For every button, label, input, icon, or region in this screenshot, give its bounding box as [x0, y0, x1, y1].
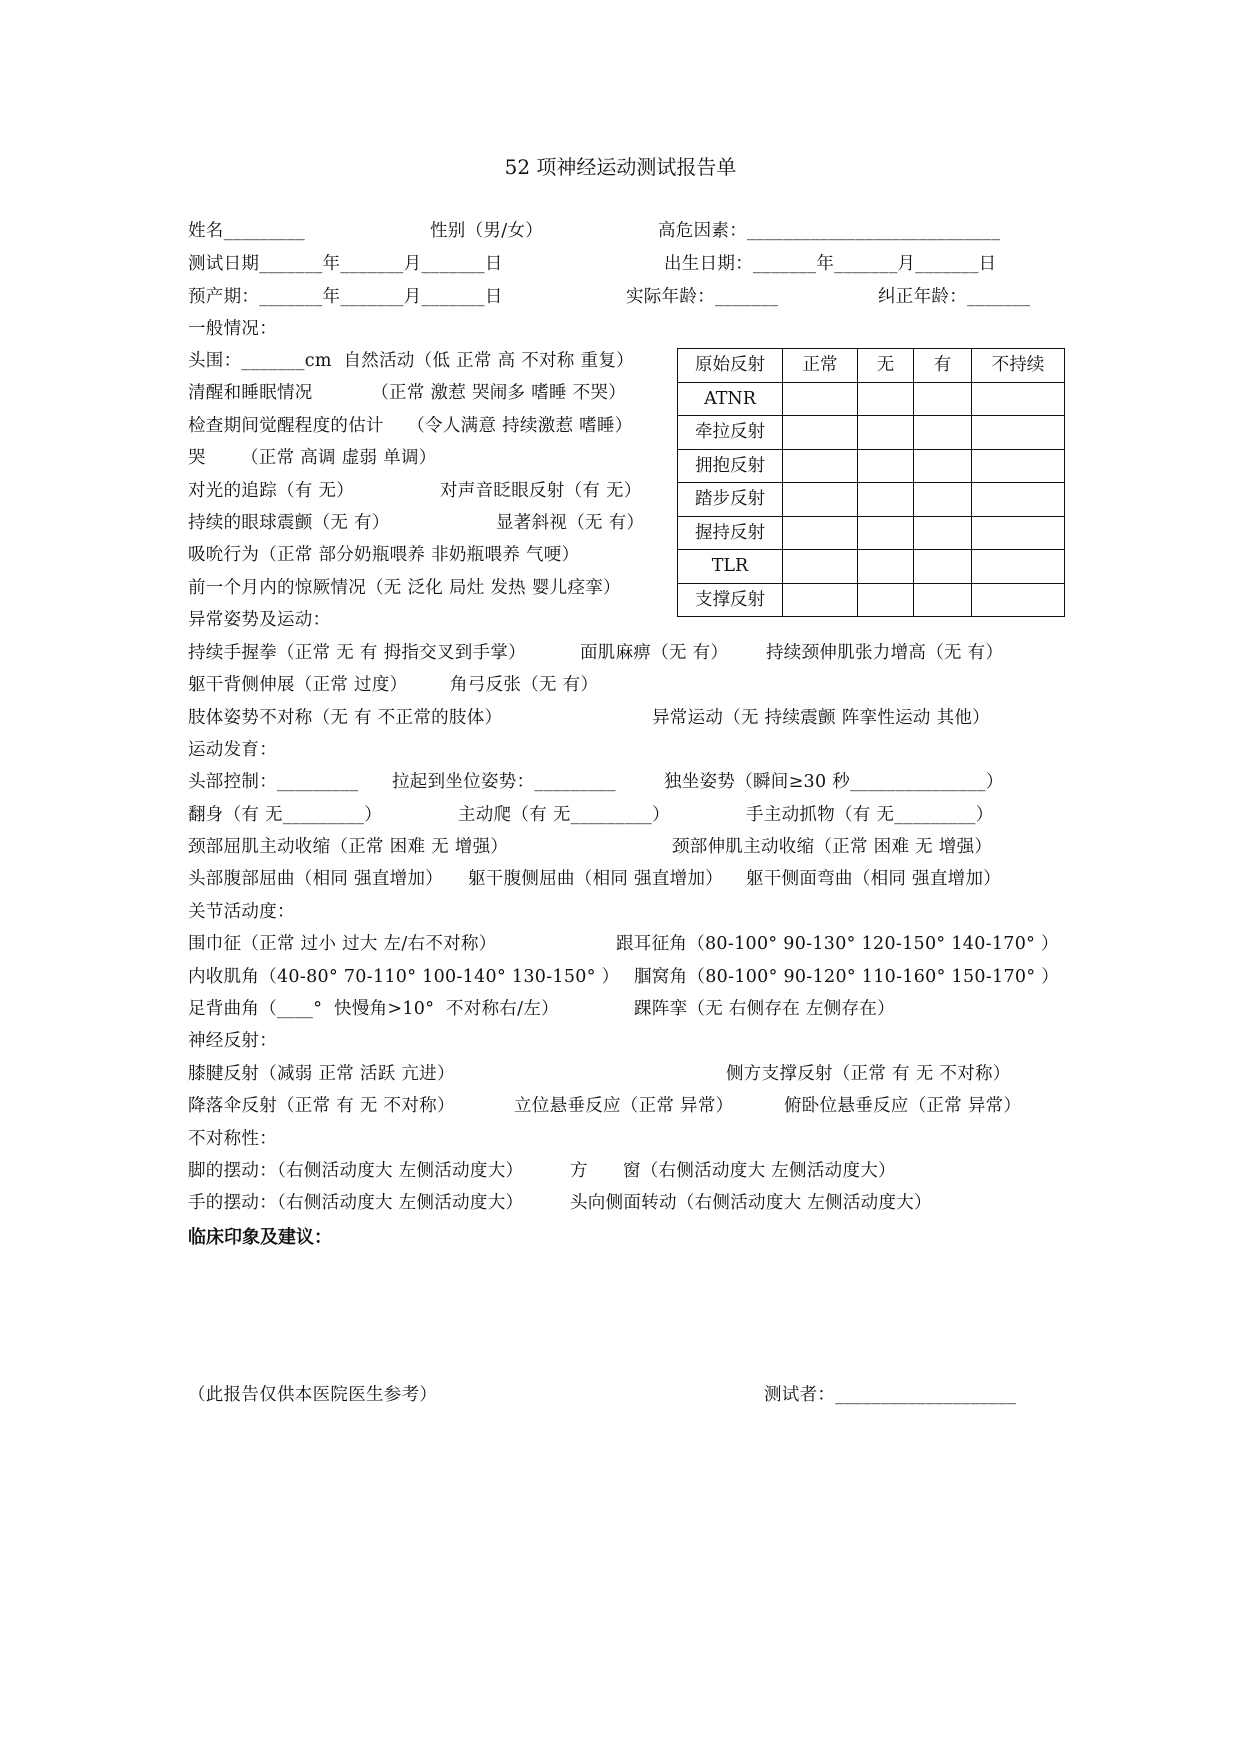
table-cell [972, 516, 1065, 550]
table-row [678, 416, 1065, 450]
table-header: 原始反射 [678, 349, 783, 383]
neck-extensor-tone: 持续颈伸肌张力增高（无 有） [766, 643, 1004, 663]
table-header: 无 [858, 349, 914, 383]
abnormal-movement: 异常运动（无 持续震颤 阵挛性运动 其他） [652, 708, 990, 728]
table-row [678, 583, 1065, 617]
table-cell [972, 550, 1065, 584]
square-window: 方 窗（右侧活动度大 左侧活动度大） [570, 1161, 896, 1181]
risk-factor-field: 高危因素：____________________________ [658, 221, 1001, 241]
table-cell [972, 449, 1065, 483]
visual-tracking: 对光的追踪（有 无） [188, 481, 355, 501]
head-abdomen-flexion: 头部腹部屈曲（相同 强直增加） [188, 869, 444, 889]
nystagmus: 持续的眼球震颤（无 有） [188, 513, 390, 533]
facial-palsy: 面肌麻痹（无 有） [580, 643, 729, 663]
birth-date-field: 出生日期：_______年_______月_______日 [664, 254, 997, 274]
persistent-fist: 持续手握拳（正常 无 有 拇指交叉到手掌） [188, 643, 526, 663]
table-cell [783, 449, 858, 483]
joint-range-heading: 关节活动度： [188, 902, 295, 922]
table-cell [858, 516, 914, 550]
table-cell [858, 416, 914, 450]
due-date-field: 预产期：_______年_______月_______日 [188, 287, 503, 307]
neuro-reflex-heading: 神经反射： [188, 1031, 277, 1051]
table-cell [914, 583, 972, 617]
table-row [678, 449, 1065, 483]
knee-jerk-reflex: 膝腱反射（减弱 正常 活跃 亢进） [188, 1064, 455, 1084]
table-cell [972, 382, 1065, 416]
table-cell [858, 583, 914, 617]
crawling: 主动爬（有 无_________） [458, 805, 670, 825]
tester-field: 测试者：____________________ [764, 1385, 1017, 1405]
corrected-age-field: 纠正年龄：_______ [878, 287, 1031, 307]
table-cell [858, 550, 914, 584]
table-cell [972, 416, 1065, 450]
hand-swing: 手的摆动：（右侧活动度大 左侧活动度大） [188, 1193, 524, 1213]
document-title: 52 项神经运动测试报告单 [504, 155, 737, 179]
reflex-name: 牵拉反射 [678, 416, 783, 450]
table-row [678, 516, 1065, 550]
general-line: 清醒和睡眠情况 （正常 激惹 哭闹多 嗜睡 不哭） [188, 383, 627, 403]
abnormal-posture-heading: 异常姿势及运动： [188, 610, 331, 630]
reflex-name: 握持反射 [678, 516, 783, 550]
table-cell [914, 516, 972, 550]
gender-field: 性别（男/女） [430, 221, 543, 241]
reflex-name: 支撑反射 [678, 583, 783, 617]
sitting-posture: 独坐姿势（瞬间≥30 秒_______________） [664, 772, 1004, 792]
table-cell [858, 449, 914, 483]
reflex-name: TLR [678, 550, 783, 584]
limb-asymmetry: 肢体姿势不对称（无 有 不正常的肢体） [188, 708, 503, 728]
motor-heading: 运动发育： [188, 740, 277, 760]
neck-extensor-contraction: 颈部伸肌主动收缩（正常 困难 无 增强） [672, 837, 993, 857]
vertical-suspension: 立位悬垂反应（正常 异常） [514, 1096, 734, 1116]
active-grasp: 手主动抓物（有 无_________） [746, 805, 994, 825]
general-line: 头围：_______cm 自然活动（低 正常 高 不对称 重复） [188, 351, 634, 371]
prone-suspension: 俯卧位悬垂反应（正常 异常） [784, 1096, 1022, 1116]
table-header: 正常 [783, 349, 858, 383]
primitive-reflex-table [677, 348, 1065, 617]
sound-blink-reflex: 对声音眨眼反射（有 无） [440, 481, 642, 501]
table-cell [914, 449, 972, 483]
opisthotonus: 角弓反张（无 有） [450, 675, 599, 695]
table-row [678, 483, 1065, 517]
test-date-field: 测试日期_______年_______月_______日 [188, 254, 503, 274]
reflex-name: 踏步反射 [678, 483, 783, 517]
table-cell [783, 516, 858, 550]
actual-age-field: 实际年龄：_______ [626, 287, 779, 307]
pull-to-sit: 拉起到坐位姿势：_________ [392, 772, 616, 792]
ankle-clonus: 踝阵挛（无 右侧存在 左侧存在） [634, 999, 895, 1019]
table-cell [783, 382, 858, 416]
table-header-row [678, 349, 1065, 383]
report-note: （此报告仅供本医院医生参考） [188, 1385, 438, 1405]
table-cell [783, 583, 858, 617]
neck-flexor-contraction: 颈部屈肌主动收缩（正常 困难 无 增强） [188, 837, 509, 857]
table-header: 有 [914, 349, 972, 383]
head-control: 头部控制：_________ [188, 772, 359, 792]
lateral-support-reflex: 侧方支撑反射（正常 有 无 不对称） [726, 1064, 1011, 1084]
general-line: 检查期间觉醒程度的估计 （令人满意 持续激惹 嗜睡） [188, 416, 633, 436]
heel-to-ear-angle: 跟耳征角（80-100° 90-130° 120-150° 140-170° ） [616, 934, 1059, 954]
strabismus: 显著斜视（无 有） [496, 513, 645, 533]
table-cell [914, 483, 972, 517]
table-cell [783, 550, 858, 584]
trunk-extension: 躯干背侧伸展（正常 过度） [188, 675, 408, 695]
reflex-name: 拥抱反射 [678, 449, 783, 483]
head-turn: 头向侧面转动（右侧活动度大 左侧活动度大） [570, 1193, 932, 1213]
table-cell [783, 416, 858, 450]
table-row [678, 550, 1065, 584]
table-cell [914, 416, 972, 450]
parachute-reflex: 降落伞反射（正常 有 无 不对称） [188, 1096, 455, 1116]
adductor-angle: 内收肌角（40-80° 70-110° 100-140° 130-150° ） [188, 967, 620, 987]
table-cell [972, 583, 1065, 617]
trunk-ventral-flexion: 躯干腹侧屈曲（相同 强直增加） [468, 869, 724, 889]
table-cell [783, 483, 858, 517]
table-cell [914, 550, 972, 584]
trunk-lateral-flexion: 躯干侧面弯曲（相同 强直增加） [746, 869, 1002, 889]
table-row [678, 382, 1065, 416]
dorsiflexion-angle: 足背曲角（____° 快慢角>10° 不对称右/左） [188, 999, 559, 1019]
table-cell [858, 382, 914, 416]
convulsion-history: 前一个月内的惊厥情况（无 泛化 局灶 发热 婴儿痉挛） [188, 578, 621, 598]
table-cell [914, 382, 972, 416]
general-line: 哭 （正常 高调 虚弱 单调） [188, 448, 437, 468]
name-field: 姓名_________ [188, 221, 306, 241]
reflex-name: ATNR [678, 382, 783, 416]
sucking-behavior: 吸吮行为（正常 部分奶瓶喂养 非奶瓶喂养 气哽） [188, 545, 580, 565]
table-cell [972, 483, 1065, 517]
asymmetry-heading: 不对称性： [188, 1129, 277, 1149]
scarf-sign: 围巾征（正常 过小 过大 左/右不对称） [188, 934, 497, 954]
popliteal-angle: 腘窝角（80-100° 90-120° 110-160° 150-170° ） [634, 967, 1060, 987]
clinical-impression-heading: 临床印象及建议： [188, 1227, 332, 1248]
general-heading: 一般情况： [188, 319, 277, 339]
rolling: 翻身（有 无_________） [188, 805, 383, 825]
table-cell [858, 483, 914, 517]
foot-swing: 脚的摆动：（右侧活动度大 左侧活动度大） [188, 1161, 524, 1181]
table-header: 不持续 [972, 349, 1065, 383]
